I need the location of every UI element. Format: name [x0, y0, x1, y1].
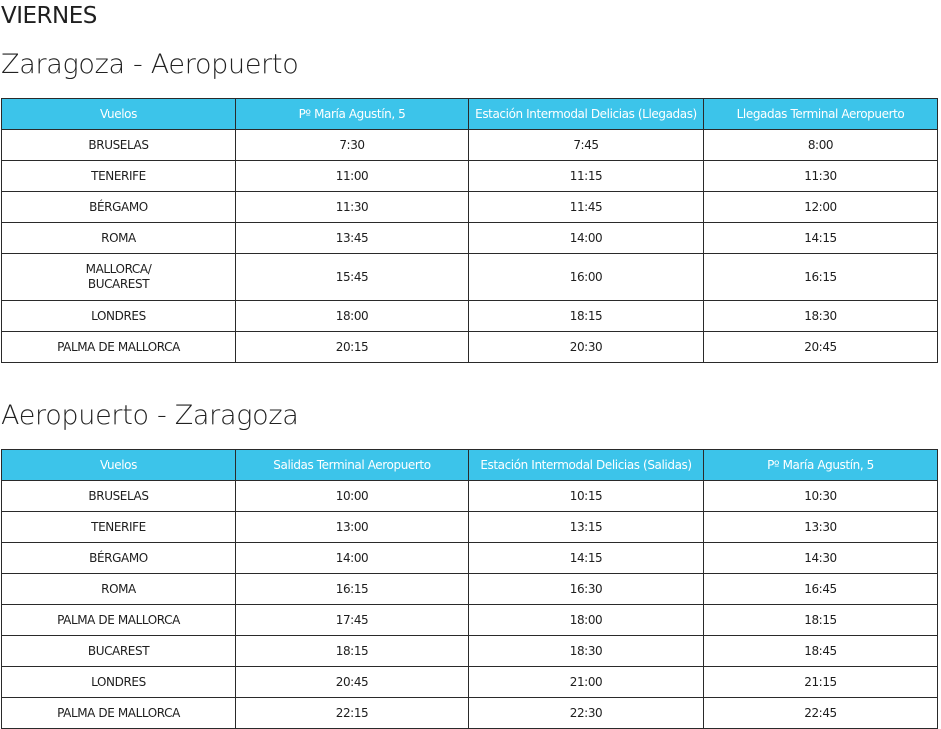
- column-header-stop-2: Estación Intermodal Delicias (Salidas): [469, 450, 704, 481]
- time-cell: 16:45: [704, 574, 938, 605]
- time-cell: 16:15: [704, 254, 938, 301]
- table-row: [2, 512, 938, 543]
- time-cell: 21:00: [469, 667, 704, 698]
- time-cell: 14:00: [469, 223, 704, 254]
- time-cell: 13:00: [236, 512, 469, 543]
- table-row: [2, 223, 938, 254]
- time-cell: 11:45: [469, 192, 704, 223]
- flight-cell: BRUSELAS: [2, 481, 236, 512]
- table-row: [2, 130, 938, 161]
- flight-cell: BRUSELAS: [2, 130, 236, 161]
- time-cell: 18:15: [469, 301, 704, 332]
- time-cell: 18:45: [704, 636, 938, 667]
- schedule-table-zaragoza-aeropuerto: [1, 98, 938, 363]
- table-row: [2, 667, 938, 698]
- flight-cell: ROMA: [2, 223, 236, 254]
- time-cell: 10:30: [704, 481, 938, 512]
- flight-cell: TENERIFE: [2, 512, 236, 543]
- flight-cell: [2, 254, 236, 301]
- time-cell: 12:00: [704, 192, 938, 223]
- time-cell: 22:30: [469, 698, 704, 729]
- time-cell: 22:45: [704, 698, 938, 729]
- time-cell: 13:30: [704, 512, 938, 543]
- flight-line-2: BUCAREST: [87, 277, 150, 291]
- flight-line-1: MALLORCA/: [85, 262, 152, 276]
- flight-cell: BUCAREST: [2, 636, 236, 667]
- time-cell: 14:15: [469, 543, 704, 574]
- table-row: [2, 543, 938, 574]
- table-row: [2, 161, 938, 192]
- column-header-vuelos: Vuelos: [2, 99, 236, 130]
- table-row: [2, 636, 938, 667]
- time-cell: 13:45: [236, 223, 469, 254]
- time-cell: 7:30: [236, 130, 469, 161]
- table-header-row: [2, 99, 938, 130]
- time-cell: 16:30: [469, 574, 704, 605]
- time-cell: 10:15: [469, 481, 704, 512]
- table-row: [2, 192, 938, 223]
- time-cell: 11:30: [704, 161, 938, 192]
- time-cell: 16:15: [236, 574, 469, 605]
- section-title-zaragoza-aeropuerto: Zaragoza - Aeropuerto: [1, 49, 299, 80]
- column-header-stop-3: Llegadas Terminal Aeropuerto: [704, 99, 938, 130]
- table-header-row: [2, 450, 938, 481]
- table-row: [2, 332, 938, 363]
- flight-cell: BÉRGAMO: [2, 543, 236, 574]
- time-cell: 11:30: [236, 192, 469, 223]
- time-cell: 10:00: [236, 481, 469, 512]
- column-header-stop-3: Pº María Agustín, 5: [704, 450, 938, 481]
- time-cell: 14:30: [704, 543, 938, 574]
- column-header-vuelos: Vuelos: [2, 450, 236, 481]
- column-header-stop-1: Salidas Terminal Aeropuerto: [236, 450, 469, 481]
- time-cell: 7:45: [469, 130, 704, 161]
- section-title-aeropuerto-zaragoza: Aeropuerto - Zaragoza: [1, 400, 299, 431]
- time-cell: 17:45: [236, 605, 469, 636]
- table-row: [2, 481, 938, 512]
- time-cell: 11:15: [469, 161, 704, 192]
- time-cell: 20:45: [704, 332, 938, 363]
- time-cell: 15:45: [236, 254, 469, 301]
- time-cell: 22:15: [236, 698, 469, 729]
- table-row: [2, 301, 938, 332]
- time-cell: 18:30: [704, 301, 938, 332]
- table-row: [2, 574, 938, 605]
- time-cell: 18:00: [236, 301, 469, 332]
- flight-cell: PALMA DE MALLORCA: [2, 332, 236, 363]
- time-cell: 18:00: [469, 605, 704, 636]
- flight-cell: ROMA: [2, 574, 236, 605]
- time-cell: 8:00: [704, 130, 938, 161]
- time-cell: 21:15: [704, 667, 938, 698]
- column-header-stop-1: Pº María Agustín, 5: [236, 99, 469, 130]
- time-cell: 14:00: [236, 543, 469, 574]
- day-title: VIERNES: [1, 3, 97, 29]
- table-row: [2, 698, 938, 729]
- flight-cell: LONDRES: [2, 667, 236, 698]
- table-row: [2, 605, 938, 636]
- flight-cell: PALMA DE MALLORCA: [2, 605, 236, 636]
- time-cell: 13:15: [469, 512, 704, 543]
- time-cell: 18:15: [704, 605, 938, 636]
- time-cell: 11:00: [236, 161, 469, 192]
- column-header-stop-2: Estación Intermodal Delicias (Llegadas): [469, 99, 704, 130]
- time-cell: 20:15: [236, 332, 469, 363]
- table-row: [2, 254, 938, 301]
- time-cell: 14:15: [704, 223, 938, 254]
- flight-cell: LONDRES: [2, 301, 236, 332]
- flight-cell: BÉRGAMO: [2, 192, 236, 223]
- time-cell: 18:15: [236, 636, 469, 667]
- time-cell: 16:00: [469, 254, 704, 301]
- flight-cell: TENERIFE: [2, 161, 236, 192]
- schedule-table-aeropuerto-zaragoza: [1, 449, 938, 729]
- flight-cell: PALMA DE MALLORCA: [2, 698, 236, 729]
- time-cell: 20:45: [236, 667, 469, 698]
- time-cell: 18:30: [469, 636, 704, 667]
- time-cell: 20:30: [469, 332, 704, 363]
